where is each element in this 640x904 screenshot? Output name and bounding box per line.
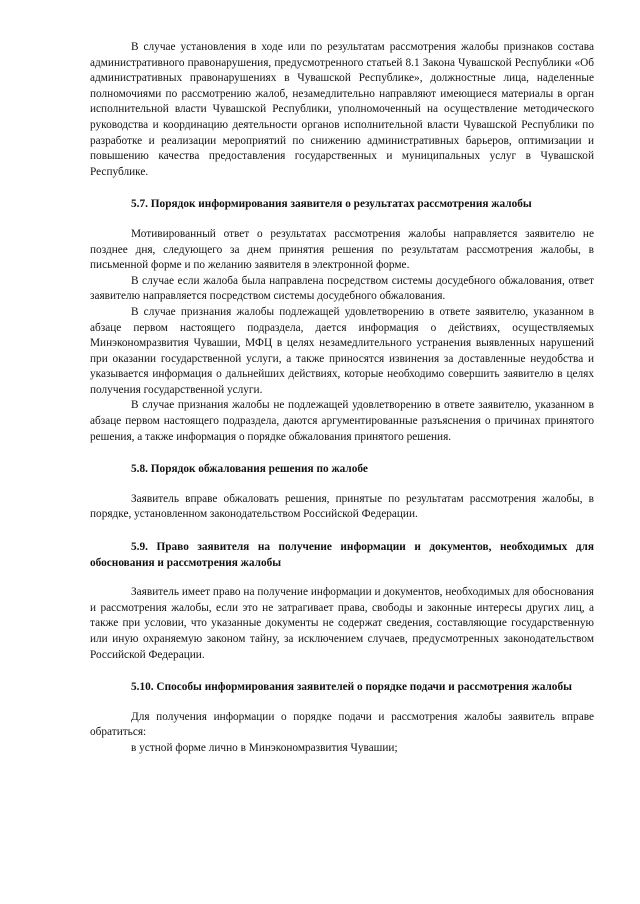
- intro-paragraph: В случае установления в ходе или по результатам рассмотрения жалобы признаков состава административного правонарушения, предусмотренного статьей 8.1 Закона Чувашской Республики «Об административных правонарушениях в Чувашской Республике», должностные лица, наделенные полномочиями по рассмотрению жалоб, незамедлительно направляют имеющиеся материалы в орган исполнительной власти Чувашской Республики, уполномоченный на осуществление методического руководства и координацию деятельности органов исполнительной власти Чувашской Республики по разработке и реализации мероприятий по снижению административных барьеров, оптимизации и повышению качества предоставления государственных и муниципальных услуг в Чувашской Республике.: [90, 41, 594, 178]
- section-5-7-paragraph-3: В случае признания жалобы подлежащей удовлетворению в ответе заявителю, указанном в абзаце первом настоящего подраздела, дается информация о действиях, осуществляемых Минэкономразвития Чувашии, МФЦ в целях незамедлительного устранения выявленных нарушений при оказании государственной услуги, а также приносятся извинения за доставленные неудобства и указывается информация о дальнейших действиях, которые необходимо совершить заявителю в целях получения государственной услуги.: [90, 305, 594, 396]
- section-5-7-paragraph-2: В случае если жалоба была направлена посредством системы досудебного обжалования, ответ заявителю направляется посредством системы досудебного обжалования.: [90, 274, 594, 303]
- section-5-10-paragraph-1: Для получения информации о порядке подачи и рассмотрения жалобы заявитель вправе обратиться:: [90, 710, 594, 739]
- section-5-9-paragraph-1: Заявитель имеет право на получение информации и документов, необходимых для обоснования и рассмотрения жалобы, если это не затрагивает права, свободы и законные интересы других лиц, а также при условии, что указанные документы не содержат сведения, составляющие государственную или иную охраняемую законом тайну, за исключением случаев, предусмотренных законодательством Российской Федерации.: [90, 586, 594, 661]
- section-5-7-paragraph-1: Мотивированный ответ о результатах рассмотрения жалобы направляется заявителю не позднее дня, следующего за днем принятия решения по результатам рассмотрения жалобы, в письменной форме и по желанию заявителя в электронной форме.: [90, 227, 594, 272]
- section-5-8-paragraph-1: Заявитель вправе обжаловать решения, принятые по результатам рассмотрения жалобы, в порядке, установленном законодательством Российской Федерации.: [90, 492, 594, 521]
- section-5-7-paragraph-4: В случае признания жалобы не подлежащей удовлетворению в ответе заявителю, указанном в абзаце первом настоящего подраздела, даются аргументированные разъяснения о причинах принятого решения, а также информация о порядке обжалования принятого решения.: [90, 399, 594, 443]
- section-5-7-heading: 5.7. Порядок информирования заявителя о результатах рассмотрения жалобы: [131, 198, 532, 211]
- section-5-9-heading: 5.9. Право заявителя на получение информации и документов, необходимых для обоснования и рассмотрения жалобы: [90, 541, 594, 569]
- section-5-8-heading: 5.8. Порядок обжалования решения по жалобе: [131, 463, 368, 476]
- section-5-10-heading: 5.10. Способы информирования заявителей о порядке подачи и рассмотрения жалобы: [131, 681, 572, 694]
- section-5-10-paragraph-2: в устной форме лично в Минэкономразвития Чувашии;: [131, 741, 398, 754]
